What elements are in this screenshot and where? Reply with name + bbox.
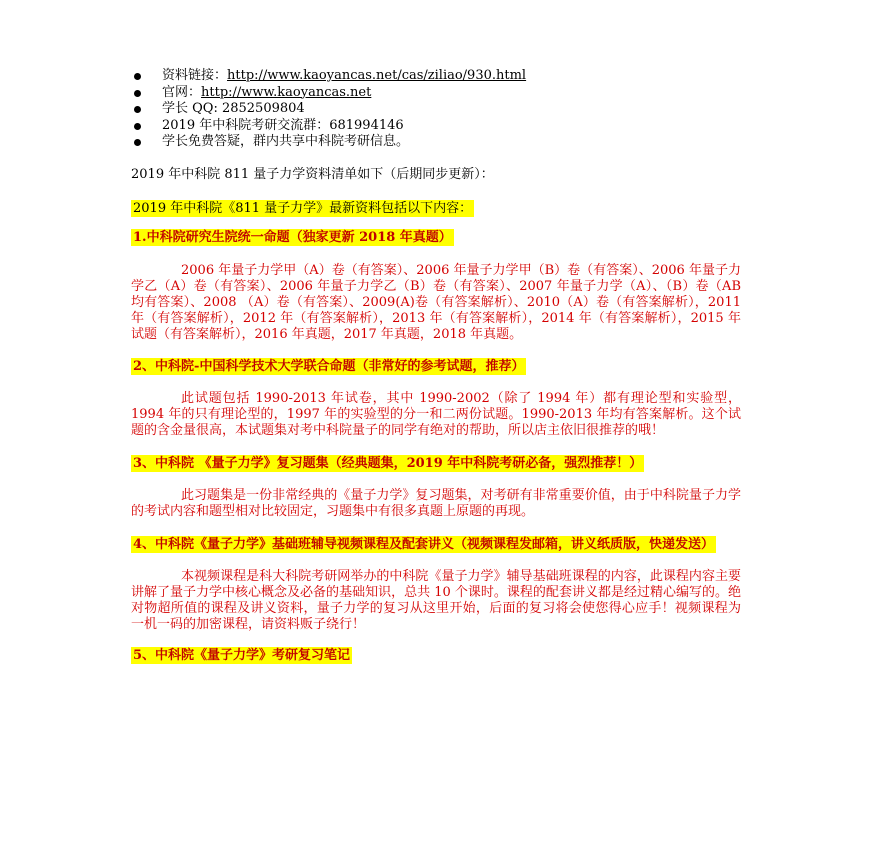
bullet-group (131, 118, 741, 135)
section-5-heading (131, 647, 741, 665)
main-heading-text: 2019 年中科院《811 量子力学》最新资料包括以下内容： (133, 200, 473, 216)
bullet-dot-icon (134, 106, 141, 113)
official-site-link[interactable]: http://www.kaoyancas.net (201, 84, 372, 100)
section-4-heading (131, 536, 741, 554)
bullet-resource-link (131, 68, 741, 85)
section-4-body: 本视频课程是科大科院考研网举办的中科院《量子力学》辅导基础班课程的内容，此课程内容主要讲解了量子力学中核心概念及必备的基础知识，总共 10 个课时。课程的配套讲义都是经过精心编写的。绝对物超所值的课程及讲义资料，量子力学的复习从这里开始，后面的复习将会使您得心应手！视频课程为一机一码的加密课程，请资料贩子绕行！ (131, 568, 741, 633)
bullet-label: 官网： (162, 84, 202, 100)
intro-line: 2019 年中科院 811 量子力学资料清单如下（后期同步更新）： (131, 166, 494, 182)
section-heading-text: 2、中科院-中国科学技术大学联合命题（非常好的参考试题，推荐） (133, 358, 525, 374)
bullet-label: 学长 QQ: 2852509804 (162, 101, 305, 116)
section-1-body: 2006 年量子力学甲（A）卷（有答案）、2006 年量子力学甲（B）卷（有答案）、2006 年量子力学乙（A）卷（有答案）、2006 年量子力学乙（B）卷（有答案）、2007 年量子力学（A）、（B）卷（AB 均有答案）、2008 （A）卷（有答案）、2009(A)卷（有答案解析）、2010（A）卷（有答案解析），2011 年（有答案解析），2012 年（有答案解析），2013 年（有答案解析），2014 年（有答案解析），2015 年试题（有答案解析），2016 年真题，2017 年真题，2018 年真题。 (131, 262, 741, 343)
bullet-label: 资料链接： (162, 68, 228, 83)
section-3-heading (131, 455, 741, 473)
section-1-heading (131, 229, 741, 247)
bullet-dot-icon (134, 73, 141, 80)
bullet-label: 2019 年中科院考研交流群：681994146 (162, 117, 404, 133)
bullet-official-site (131, 85, 741, 102)
section-heading-text: 4、中科院《量子力学》基础班辅导视频课程及配套讲义（视频课程发邮箱，讲义纸质版，快递发送） (133, 536, 715, 552)
bullet-dot-icon (134, 139, 141, 146)
section-2-heading (131, 358, 741, 376)
main-heading (131, 200, 741, 218)
bullet-dot-icon (134, 123, 141, 130)
info-bullet-list (131, 68, 741, 151)
document-content (131, 68, 741, 665)
bullet-label: 学长免费答疑，群内共享中科院考研信息。 (162, 134, 410, 149)
section-3-body: 此习题集是一份非常经典的《量子力学》复习题集，对考研有非常重要价值，由于中科院量子力学的考试内容和题型相对比较固定，习题集中有很多真题上原题的再现。 (131, 488, 741, 520)
section-heading-text: 5、中科院《量子力学》考研复习笔记 (133, 648, 351, 664)
section-2-body: 此试题包括 1990-2013 年试卷，其中 1990-2002（除了 1994 年）都有理论型和实验型，1994 年的只有理论型的，1997 年的实验型的分一和二两份试题。1990-2013 年均有答案解析。这个试题的含金量很高，本试题集对考中科院量子的同学有绝对的帮助，所以店主依旧很推荐的哦！ (131, 390, 741, 438)
section-heading-text: 3、中科院 《量子力学》复习题集（经典题集，2019 年中科院考研必备，强烈推荐！） (133, 456, 643, 472)
bullet-dot-icon (134, 90, 141, 97)
section-heading-text: 1.中科院研究生院统一命题（独家更新 2018 年真题） (133, 229, 452, 245)
bullet-qq (131, 101, 741, 118)
resource-link[interactable]: http://www.kaoyancas.net/cas/ziliao/930.html (227, 68, 527, 83)
bullet-qa (131, 134, 741, 151)
